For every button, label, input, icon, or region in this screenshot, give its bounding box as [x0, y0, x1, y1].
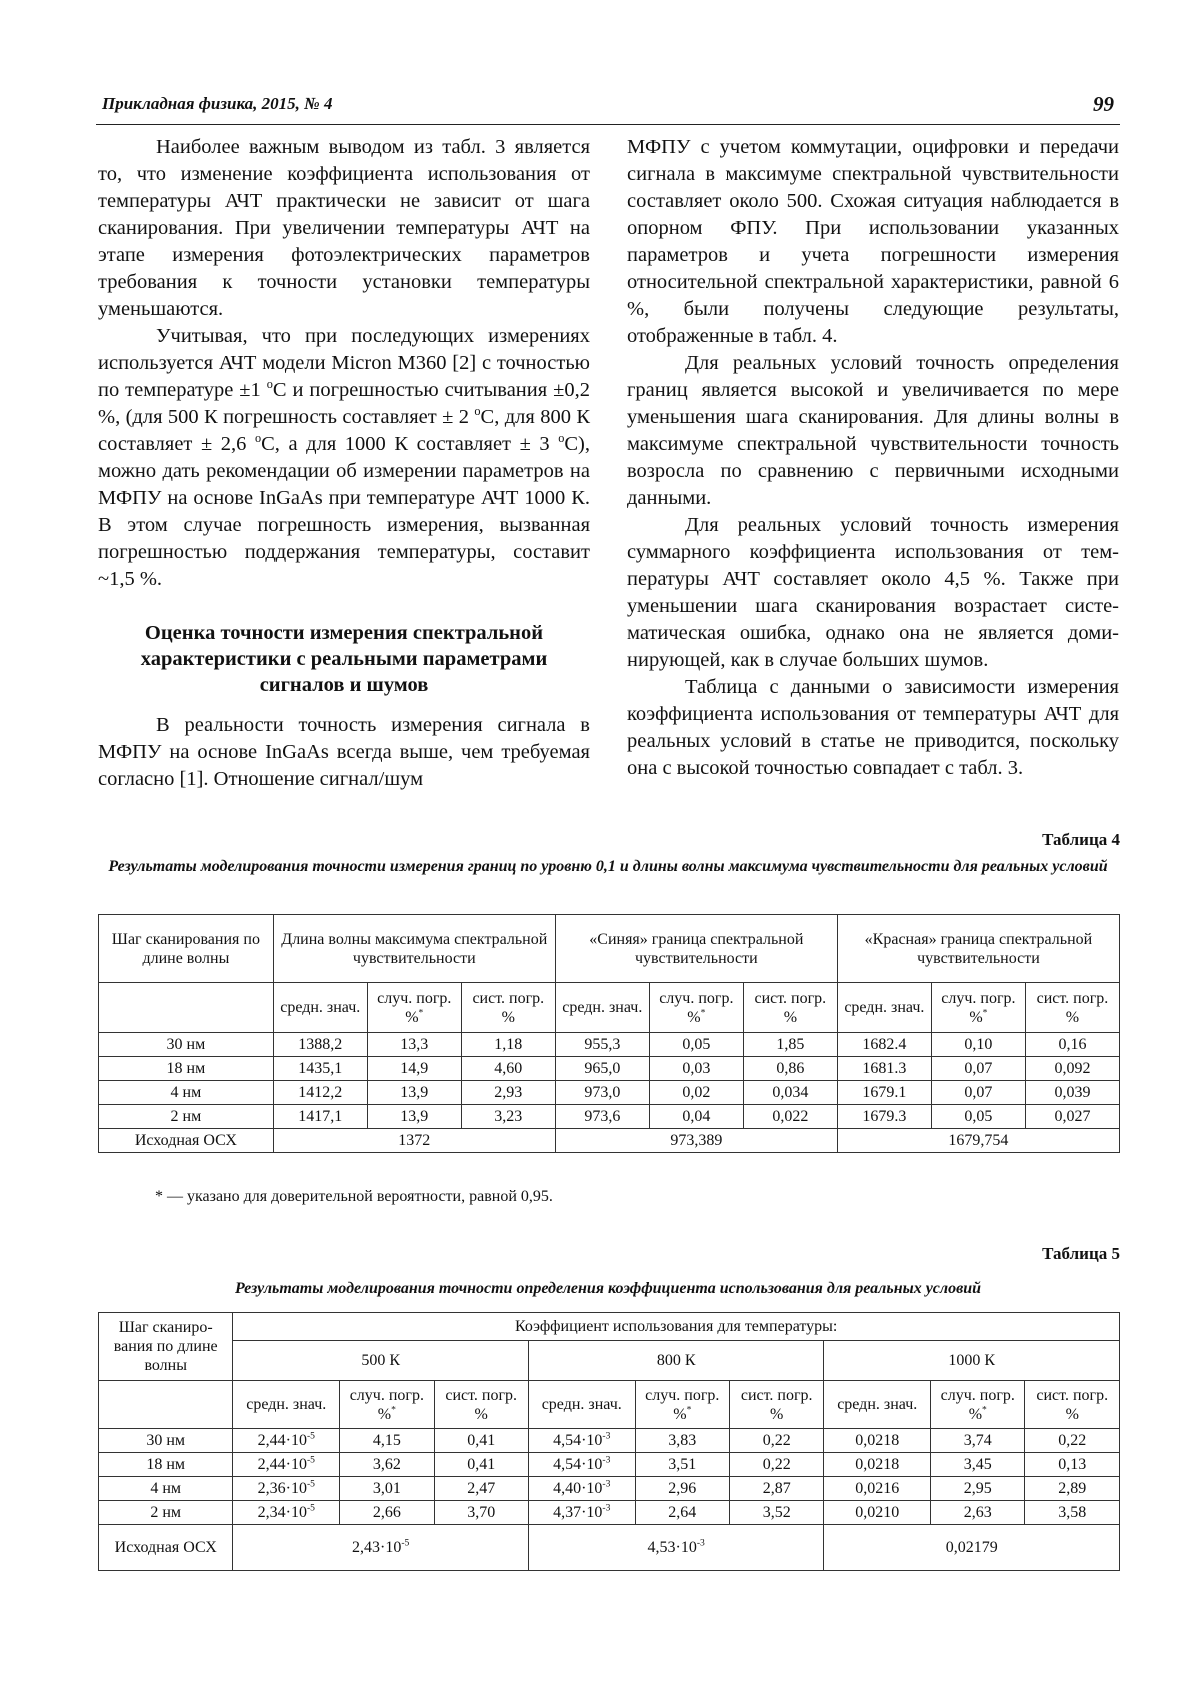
table5-sub-mean: средн. знач.	[233, 1381, 340, 1429]
paragraph: МФПУ с учетом коммутации, оцифровки и передачи сигнала в максимуме спектральной чувствительности составляет около 500. Схожая ситуация наблюдается в опорном ФПУ. При использовании указанных параметров и учета погрешности измерения относительной спектральной характеристики, равной 6 %, были получены следующие результаты, отображенные в табл. 4.	[627, 136, 1119, 347]
table5-sub-sys: сист. погр. %	[434, 1381, 528, 1429]
table4-sub-mean: средн. знач.	[837, 983, 931, 1033]
table-row: 2 нм 1417,1 13,9 3,23 973,6 0,04 0,022 1679.3 0,05 0,027	[99, 1105, 1120, 1129]
table5-temp-header: 1000 К	[824, 1341, 1120, 1381]
table5-label: Таблица 5	[1042, 1244, 1120, 1263]
table5-caption: Результаты моделирования точности определения коэффициента использования для реальных условий	[234, 1280, 982, 1297]
table4-sub-sys: сист. погр. %	[461, 983, 555, 1033]
table5-sub-sys: сист. погр. %	[1025, 1381, 1120, 1429]
table4-sub-mean: средн. знач.	[273, 983, 367, 1033]
table-row: 4 нм 1412,2 13,9 2,93 973,0 0,02 0,034 1679.1 0,07 0,039	[99, 1081, 1120, 1105]
table5-sub-mean: средн. знач.	[824, 1381, 931, 1429]
table4-group-header: Длина волны максимума спектральной чувствительности	[273, 915, 555, 983]
journal-title: Прикладная физика, 2015, № 4	[102, 94, 333, 113]
table4-sub-rand: случ. погр. %*	[649, 983, 743, 1033]
right-column	[627, 134, 1119, 782]
table4-step-header: Шаг сканирования по длине волны	[99, 915, 274, 983]
table5	[98, 1312, 1120, 1571]
table-row: 30 нм $2,44\cdot 10^{-5}$ 4,15 0,41 $4,54\cdot 10^{-3}$ 3,83 0,22 0,0218 3,74 0,22	[99, 1429, 1120, 1453]
table4-group-header: «Красная» граница спектральной чувствительности	[837, 915, 1119, 983]
table4-label: Таблица 4	[1042, 830, 1120, 849]
table-row: 18 нм $2,44\cdot 10^{-5}$ 3,62 0,41 $4,54\cdot 10^{-3}$ 3,51 0,22 0,0218 3,45 0,13	[99, 1453, 1120, 1477]
table5-sub-sys: сист. погр. %	[730, 1381, 824, 1429]
paragraph: Наиболее важным выводом из табл. 3 является то, что изменение коэффициента использования от температуры АЧТ практически не зависит от шага сканирования. При увеличении температуры АЧТ на этапе измерения фотоэлектрических параметров требования к точности установки температуры уменьшаются.	[98, 136, 590, 320]
page-number: 99	[1093, 92, 1114, 116]
header-rule	[96, 124, 1120, 125]
paragraph: Таблица с данными о зависимости измерения коэффициента использования от температуры АЧТ для реальных условий в статье не приводится, поскольку она с высокой точностью совпадает с табл. 3.	[627, 676, 1119, 779]
table4-sub-sys: сист. погр. %	[743, 983, 837, 1033]
table5-temp-header: 800 К	[528, 1341, 823, 1381]
table4-footnote: * — указано для доверительной вероятности, равной 0,95.	[155, 1188, 553, 1205]
table4-sub-sys: сист. погр. %	[1025, 983, 1119, 1033]
table-row: 2 нм $2,34\cdot 10^{-5}$ 2,66 3,70 $4,37\cdot 10^{-3}$ 2,64 3,52 0,0210 2,63 3,58	[99, 1501, 1120, 1525]
paragraph: Для реальных условий точность определения границ является высокой и увеличивается по мере уменьшения шага сканирования. Для длины волны в максимуме спектральной чувствительности точность возросла по сравнению с первичными исходными данными.	[627, 352, 1119, 509]
table4-group-header: «Синяя» граница спектральной чувствительности	[555, 915, 837, 983]
table-row: 18 нм 1435,1 14,9 4,60 965,0 0,03 0,86 1681.3 0,07 0,092	[99, 1057, 1120, 1081]
table-cell	[99, 983, 274, 1033]
table5-sub-rand: случ. погр. %*	[931, 1381, 1025, 1429]
left-column	[98, 134, 590, 793]
paragraph: Учитывая, что при последующих измерениях используется АЧТ модели Micron M360 [2] с точностью по температуре ±1 $^o$С и погрешностью считывания ±0,2 %, (для 500 К погрешность составляет ± 2 $^o$С, для 800 К составляет ± 2,6 $^o$С, а для 1000 К составляет ± 3 $^o$С), можно дать рекомендации об измерении параметров на МФПУ на основе InGaAs при температуре АЧТ 1000 К. В этом случае погрешность измерения, вызванная погрешностью поддержания температуры, составит ~1,5 %.	[98, 325, 590, 590]
table5-step-header: Шаг сканирования по длине волны	[99, 1313, 233, 1381]
table-row-source: Исходная ОСХ $2,43\cdot 10^{-5}$ $4,53\cdot 10^{-3}$ 0,02179	[99, 1525, 1120, 1571]
table4-sub-rand: случ. погр. %*	[931, 983, 1025, 1033]
table5-super-header: Коэффициент использования для температуры:	[233, 1313, 1120, 1341]
section-heading: Оценка точности измерения спектральной характеристики с реальными параметрами сигналов и шумов	[140, 622, 548, 696]
paragraph: В реальности точность измерения сигнала в МФПУ на основе InGaAs всегда выше, чем требуемая согласно [1]. Отношение сигнал/шум	[98, 714, 590, 790]
table-row-source: Исходная ОСХ 1372 973,389 1679,754	[99, 1129, 1120, 1153]
table4-caption: Результаты моделирования точности измерения границ по уровню 0,1 и длины волны максимума чувствительности для реальных условий	[108, 858, 1108, 875]
paragraph: Для реальных условий точность измерения суммарного коэффициента использования от температуры АЧТ составляет около 4,5 %. Также при уменьшении шага сканирования возрастает систематическая ошибка, однако она не является доминирующей, как в случае больших шумов.	[627, 514, 1119, 671]
table4	[98, 914, 1120, 1153]
table5-temp-header: 500 К	[233, 1341, 528, 1381]
table5-sub-rand: случ. погр. %*	[635, 1381, 729, 1429]
table-row: 4 нм $2,36\cdot 10^{-5}$ 3,01 2,47 $4,40\cdot 10^{-3}$ 2,96 2,87 0,0216 2,95 2,89	[99, 1477, 1120, 1501]
table5-sub-mean: средн. знач.	[528, 1381, 635, 1429]
page-header	[96, 92, 1120, 122]
table5-sub-rand: случ. погр. %*	[340, 1381, 434, 1429]
table4-sub-mean: средн. знач.	[555, 983, 649, 1033]
table-cell	[99, 1381, 233, 1429]
table-row: 30 нм 1388,2 13,3 1,18 955,3 0,05 1,85 1682.4 0,10 0,16	[99, 1033, 1120, 1057]
table4-sub-rand: случ. погр. %*	[367, 983, 461, 1033]
